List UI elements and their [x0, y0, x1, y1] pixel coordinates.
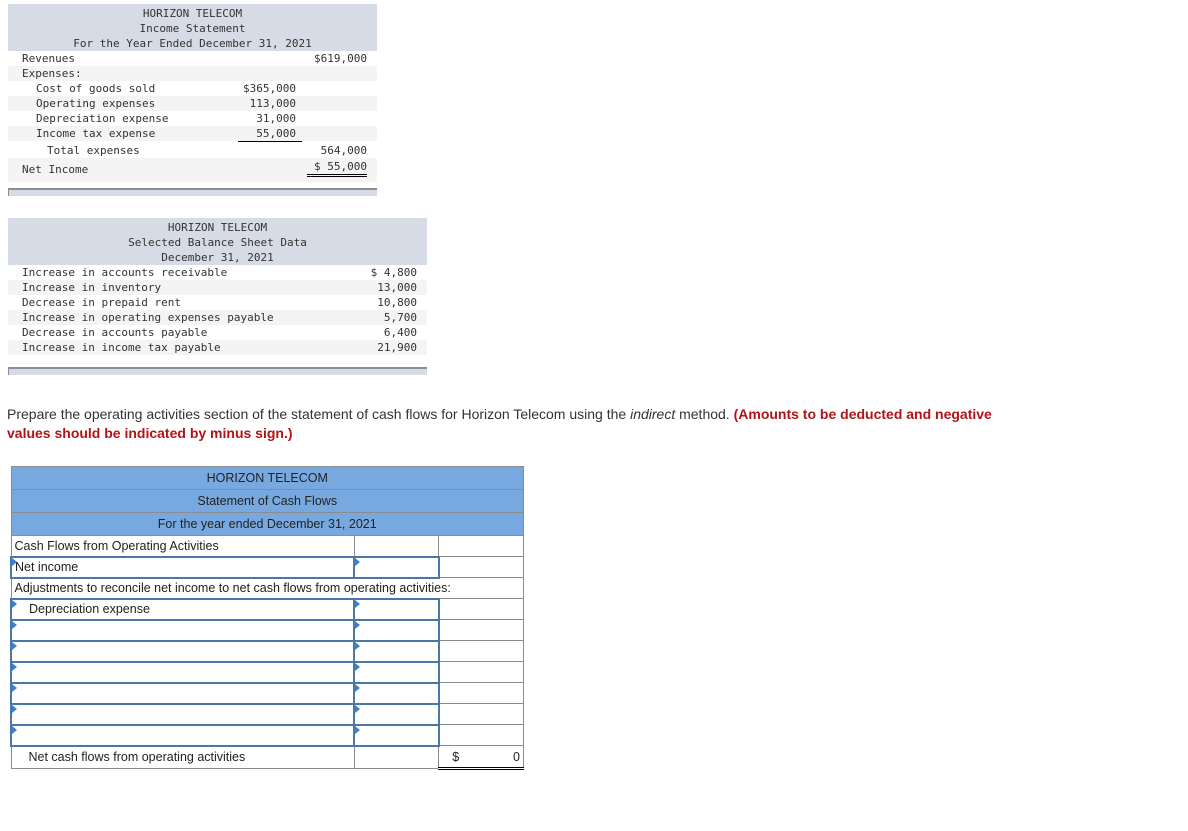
row-value: 564,000 [307, 143, 367, 159]
statement-period: For the year ended December 31, 2021 [11, 513, 524, 536]
instructions-note: (Amounts to be deducted and negative values should be indicated by minus sign.) [7, 406, 992, 441]
balance-sheet-table [8, 218, 427, 375]
adjustment-amount-input[interactable] [354, 599, 439, 620]
empty-cell [439, 662, 524, 683]
total-expenses-row [8, 141, 377, 158]
adjustment-row [11, 599, 524, 620]
row-label: Revenues [22, 52, 75, 65]
cash-flow-table [10, 466, 524, 770]
company-name: HORIZON TELECOM [167, 221, 268, 234]
expenses-heading-row [8, 66, 377, 81]
adjustment-row [11, 662, 524, 683]
adjustment-amount-input[interactable] [354, 683, 439, 704]
balance-row [8, 265, 427, 280]
row-label: Increase in inventory [22, 281, 162, 294]
section-row [11, 536, 524, 557]
row-value: 31,000 [256, 112, 296, 125]
table-footer-bar [8, 188, 377, 196]
row-value: 113,000 [249, 97, 296, 110]
empty-cell [439, 683, 524, 704]
table-footer-bar [8, 367, 427, 375]
company-name: HORIZON TELECOM [142, 7, 243, 20]
row-label: Income tax expense [36, 127, 156, 140]
adjustment-row [11, 725, 524, 746]
section-label: Cash Flows from Operating Activities [11, 536, 354, 557]
adjustment-label-input[interactable] [11, 683, 354, 704]
empty-cell [439, 599, 524, 620]
adjustment-amount-input[interactable] [354, 662, 439, 683]
row-value: 5,700 [383, 311, 417, 324]
statement-title: Selected Balance Sheet Data [128, 236, 307, 249]
income-statement-header [8, 4, 377, 51]
statement-date: December 31, 2021 [161, 251, 274, 264]
statement-title: Income Statement [139, 22, 246, 35]
adjustment-row [11, 620, 524, 641]
adjustment-amount-input[interactable] [354, 620, 439, 641]
balance-row [8, 325, 427, 340]
row-label: Decrease in accounts payable [22, 326, 208, 339]
adjustments-label: Adjustments to reconcile net income to net cash flows from operating activities: [11, 578, 524, 599]
row-label: Operating expenses [36, 97, 156, 110]
total-label: Net cash flows from operating activities [11, 746, 354, 769]
balance-row [8, 295, 427, 310]
balance-row [8, 280, 427, 295]
row-value: $ 4,800 [370, 266, 417, 279]
row-value: 10,800 [377, 296, 417, 309]
row-value: $ 55,000 [307, 160, 367, 177]
instructions-text: method. [675, 406, 734, 422]
adjustment-row [11, 704, 524, 725]
adjustment-label-input[interactable] [11, 704, 354, 725]
row-label: Increase in income tax payable [22, 341, 221, 354]
net-income-label-input[interactable]: Net income [11, 557, 354, 578]
row-value: 21,900 [377, 341, 417, 354]
adjustment-row [11, 683, 524, 704]
header-row [11, 467, 524, 490]
expense-row [8, 111, 377, 126]
adjustment-label-input[interactable]: Depreciation expense [11, 599, 354, 620]
row-label: Decrease in prepaid rent [22, 296, 181, 309]
row-value: 13,000 [377, 281, 417, 294]
row-label: Depreciation expense [36, 112, 169, 125]
empty-cell [439, 704, 524, 725]
adjustment-label-input[interactable] [11, 725, 354, 746]
header-row [11, 490, 524, 513]
company-name: HORIZON TELECOM [11, 467, 524, 490]
adjustment-label-input[interactable] [11, 620, 354, 641]
adjustment-label-input[interactable] [11, 662, 354, 683]
statement-period: For the Year Ended December 31, 2021 [73, 37, 312, 50]
empty-cell [354, 746, 439, 769]
row-label: Increase in accounts receivable [22, 266, 228, 279]
adjustment-row [11, 641, 524, 662]
adjustment-amount-input[interactable] [354, 725, 439, 746]
empty-cell [439, 641, 524, 662]
row-value: 55,000 [238, 126, 302, 142]
balance-row [8, 340, 427, 355]
empty-cell [439, 725, 524, 746]
row-label: Net Income [22, 163, 89, 176]
empty-cell [439, 620, 524, 641]
row-label: Expenses: [22, 67, 82, 80]
empty-cell [439, 557, 524, 578]
revenues-row [8, 51, 377, 66]
net-income-row [11, 557, 524, 578]
adjustments-heading-row [11, 578, 524, 599]
total-value: 0 [513, 749, 520, 764]
empty-cell [439, 536, 524, 557]
expense-row [8, 126, 377, 141]
total-value-cell [439, 746, 524, 769]
net-income-amount-input[interactable] [354, 557, 439, 578]
expense-row [8, 96, 377, 111]
total-row [11, 746, 524, 769]
row-value: 6,400 [383, 326, 417, 339]
row-value: $619,000 [314, 52, 367, 65]
instructions [7, 405, 1007, 443]
row-label: Increase in operating expenses payable [22, 311, 274, 324]
adjustment-label-input[interactable] [11, 641, 354, 662]
row-label: Cost of goods sold [36, 82, 156, 95]
adjustment-amount-input[interactable] [354, 704, 439, 725]
expense-row [8, 81, 377, 96]
row-label: Total expenses [47, 144, 140, 157]
instructions-text: Prepare the operating activities section of the statement of cash flows for Horizon Telecom using the [7, 406, 631, 422]
balance-row [8, 310, 427, 325]
statement-title: Statement of Cash Flows [11, 490, 524, 513]
instructions-emphasis: indirect [630, 406, 676, 422]
currency-symbol: $ [452, 749, 460, 764]
empty-cell [354, 536, 439, 557]
balance-sheet-header [8, 218, 427, 265]
row-value: $365,000 [243, 82, 296, 95]
income-statement-table [8, 4, 377, 196]
net-income-row [8, 158, 377, 182]
header-row [11, 513, 524, 536]
adjustment-amount-input[interactable] [354, 641, 439, 662]
